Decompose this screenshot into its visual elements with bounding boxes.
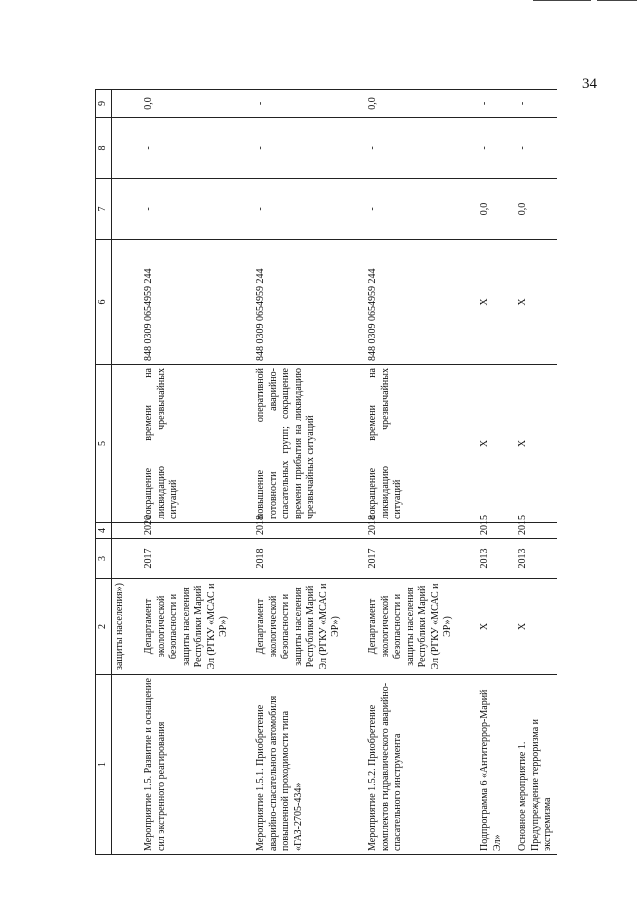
value-cell-col9: 0,0 xyxy=(365,90,477,118)
start-year-cell: 2017 xyxy=(141,539,253,579)
column-header: 5 xyxy=(96,365,112,523)
rotated-table-wrapper xyxy=(95,90,635,855)
table-row xyxy=(141,90,253,855)
page-number: 34 xyxy=(582,76,597,92)
end-year-cell: 2018 xyxy=(253,523,365,539)
executor-cell: Департамент экологической безопасности и защиты населения Республики Марий Эл (РГКУ «МСАС и ЭР») xyxy=(253,579,365,675)
executor-cell: Департамент экологической безопасности и защиты населения Республики Марий Эл (РГКУ «МСАС и ЭР») xyxy=(365,579,477,675)
value-cell-col8: - xyxy=(141,118,253,179)
value-cell-col7: - xyxy=(253,179,365,240)
column-header: 6 xyxy=(96,240,112,365)
start-year-cell: 2013 xyxy=(477,539,515,579)
result-cell: повышение оперативной готовности аварийно-спасательных групп; сокращение времени прибытия на ликвидацию чрезвычайных ситуаций xyxy=(253,365,365,523)
result-cell: сокращение времени на ликвидацию чрезвычайных ситуаций xyxy=(365,365,477,523)
budget-code-cell: 848 0309 0654959 244 xyxy=(141,240,253,365)
value-cell-col9: 0,0 xyxy=(141,90,253,118)
value-cell-col7: 0,0 xyxy=(515,179,557,240)
budget-code-cell: X xyxy=(477,240,515,365)
result-cell xyxy=(111,365,141,523)
budget-code-cell: 848 0309 0654959 244 xyxy=(365,240,477,365)
column-header: 7 xyxy=(96,179,112,240)
end-year-cell: 2015 xyxy=(477,523,515,539)
scan-edge-mark xyxy=(597,0,637,1)
value-cell-col9 xyxy=(111,90,141,118)
executor-cell: защиты населения») xyxy=(111,579,141,675)
value-cell-col9: - xyxy=(253,90,365,118)
end-year-cell: 2015 xyxy=(515,523,557,539)
start-year-cell: 2017 xyxy=(365,539,477,579)
start-year-cell: 2013 xyxy=(515,539,557,579)
end-year-cell: 2020 xyxy=(141,523,253,539)
executor-cell: X xyxy=(515,579,557,675)
budget-code-cell xyxy=(111,240,141,365)
executor-cell: Департамент экологической безопасности и защиты населения Республики Марий Эл (РГКУ «МСАС и ЭР») xyxy=(141,579,253,675)
value-cell-col7: 0,0 xyxy=(477,179,515,240)
result-cell: X xyxy=(477,365,515,523)
value-cell-col9: - xyxy=(477,90,515,118)
activity-name-cell xyxy=(111,675,141,855)
column-header: 4 xyxy=(96,523,112,539)
start-year-cell: 2018 xyxy=(253,539,365,579)
result-cell: сокращение времени на ликвидацию чрезвычайных ситуаций xyxy=(141,365,253,523)
value-cell-col8: - xyxy=(515,118,557,179)
value-cell-col8: - xyxy=(365,118,477,179)
table-row xyxy=(365,90,477,855)
table-row xyxy=(111,90,141,855)
end-year-cell: 2018 xyxy=(365,523,477,539)
budget-code-cell: 848 0309 0654959 244 xyxy=(253,240,365,365)
column-header: 9 xyxy=(96,90,112,118)
activity-name-cell: Основное мероприятие 1. Предупреждение терроризма и экстремизма xyxy=(515,675,557,855)
column-header: 8 xyxy=(96,118,112,179)
table-row xyxy=(477,90,515,855)
column-header: 2 xyxy=(96,579,112,675)
activity-name-cell: Мероприятие 1.5. Развитие и оснащение сил экстренного реагирования xyxy=(141,675,253,855)
program-activities-table xyxy=(95,89,557,855)
value-cell-col8: - xyxy=(477,118,515,179)
value-cell-col7: - xyxy=(365,179,477,240)
activity-name-cell: Мероприятие 1.5.1. Приобретение аварийно-спасательного автомобиля повышенной проходимости типа «ГАЗ-2705-434» xyxy=(253,675,365,855)
budget-code-cell: X xyxy=(515,240,557,365)
scan-edge-mark xyxy=(533,0,591,1)
value-cell-col7 xyxy=(111,179,141,240)
table-header-row xyxy=(96,90,112,855)
executor-cell: X xyxy=(477,579,515,675)
table-row xyxy=(515,90,557,855)
value-cell-col9: - xyxy=(515,90,557,118)
start-year-cell xyxy=(111,539,141,579)
result-cell: X xyxy=(515,365,557,523)
column-header: 1 xyxy=(96,675,112,855)
value-cell-col7: - xyxy=(141,179,253,240)
value-cell-col8: - xyxy=(253,118,365,179)
column-header: 3 xyxy=(96,539,112,579)
end-year-cell xyxy=(111,523,141,539)
activity-name-cell: Подпрограмма 6 «Антитеррор-Марий Эл» xyxy=(477,675,515,855)
activity-name-cell: Мероприятие 1.5.2. Приобретение комплектов гидравлического аварийно-спасательного инструмента xyxy=(365,675,477,855)
table-row xyxy=(253,90,365,855)
value-cell-col8 xyxy=(111,118,141,179)
